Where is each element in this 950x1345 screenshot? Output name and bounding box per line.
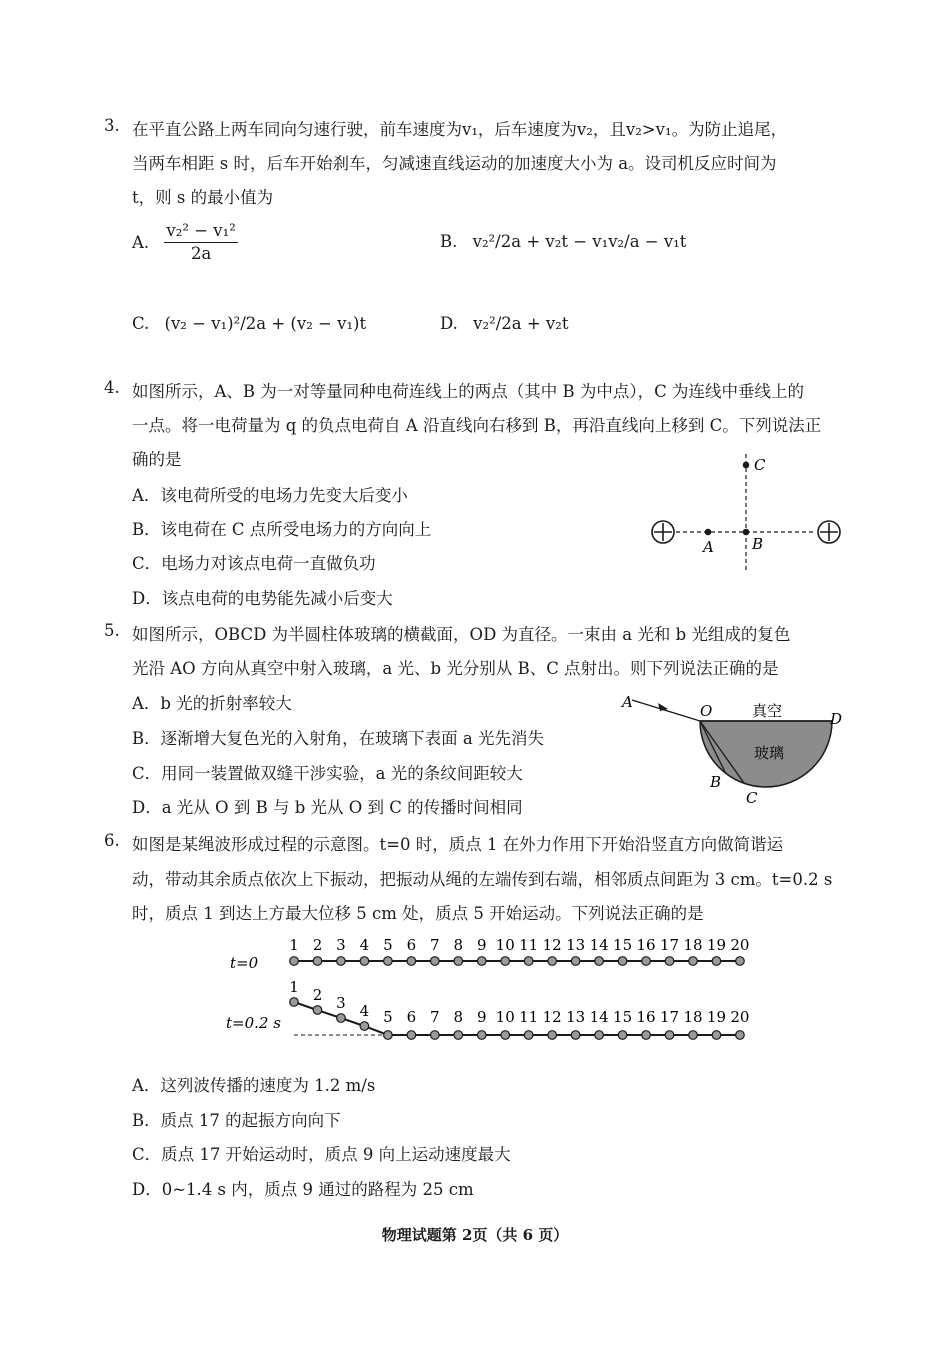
- q4-stem-line-1: 如图所示，A、B 为一对等量同种电荷连线上的两点（其中 B 为中点），C 为连线中垂线上的: [132, 382, 805, 401]
- particle-label-t0: 11: [519, 936, 539, 954]
- particle-t0: [384, 957, 393, 966]
- particle-label-t0: 16: [636, 936, 656, 954]
- particle-t0: [642, 957, 651, 966]
- particle-t0: [736, 957, 745, 966]
- q4-option-c: C．电场力对该点电荷一直做负功: [132, 554, 376, 573]
- particle-t0: [313, 957, 322, 966]
- particle-t02: [665, 1031, 674, 1040]
- q3-option-c-label: C.: [132, 314, 150, 333]
- t0-label: t=0: [230, 954, 259, 972]
- particle-label-t02: 13: [566, 1008, 586, 1026]
- particle-t0: [477, 957, 486, 966]
- q5-option-a: A．b 光的折射率较大: [132, 694, 292, 713]
- particle-label-t02: 15: [613, 1008, 633, 1026]
- point-a-label: A: [703, 538, 714, 556]
- particle-label-t0: 13: [566, 936, 586, 954]
- label-vacuum: 真空: [752, 702, 783, 720]
- point-c-dot: [743, 462, 750, 469]
- point-c-label: C: [754, 456, 766, 474]
- particle-label-t02: 4: [359, 1002, 370, 1020]
- q4-stem-line-3: 确的是: [132, 450, 182, 469]
- particle-t0: [501, 957, 510, 966]
- particle-label-t02: 8: [453, 1008, 464, 1026]
- particle-t02: [736, 1031, 745, 1040]
- particle-label-t0: 17: [659, 936, 680, 954]
- q6-option-a: A．这列波传播的速度为 1.2 m/s: [132, 1076, 376, 1095]
- particle-t0: [595, 957, 604, 966]
- q3-option-c: [132, 314, 366, 333]
- particle-t02: [571, 1031, 580, 1040]
- particle-label-t0: 3: [336, 936, 346, 954]
- particle-label-t02: 6: [406, 1008, 417, 1026]
- particle-t0: [524, 957, 533, 966]
- q3-option-d-text: v₂²/2a + v₂t: [473, 314, 569, 333]
- particle-t02: [689, 1031, 698, 1040]
- q3-option-b: [440, 232, 686, 251]
- point-b-label: B: [752, 535, 764, 553]
- q3-option-a-label: A.: [132, 233, 150, 252]
- q6-stem-line-3: 时，质点 1 到达上方最大位移 5 cm 处，质点 5 开始运动。下列说法正确的是: [132, 904, 704, 923]
- q3-option-a-denominator: 2a: [190, 244, 212, 263]
- particle-t02: [384, 1031, 393, 1040]
- particle-label-t0: 18: [683, 936, 703, 954]
- particle-label-t02: 20: [730, 1008, 750, 1026]
- particle-label-t0: 20: [730, 936, 750, 954]
- incident-ray: [632, 700, 700, 721]
- q4-number: 4.: [104, 378, 120, 397]
- particle-t0: [571, 957, 580, 966]
- q5-stem-line-2: 光沿 AO 方向从真空中射入玻璃，a 光、b 光分别从 B、C 点射出。则下列说法正确的是: [132, 659, 779, 678]
- q3-stem-line-2: 当两车相距 s 时，后车开始刹车，匀减速直线运动的加速度大小为 a。设司机反应时间为: [132, 154, 777, 173]
- particle-t02: [618, 1031, 627, 1040]
- particle-t02: [290, 998, 299, 1007]
- particle-t0: [337, 957, 346, 966]
- particle-label-t0: 14: [589, 936, 609, 954]
- label-o: O: [700, 702, 713, 720]
- left-positive-charge-icon: [652, 521, 674, 543]
- q3-option-c-text: (v₂ − v₁)²/2a + (v₂ − v₁)t: [164, 314, 367, 333]
- particle-label-t02: 11: [519, 1008, 539, 1026]
- particle-label-t02: 19: [706, 1008, 727, 1026]
- particle-t02: [360, 1022, 369, 1031]
- particle-label-t0: 4: [359, 936, 370, 954]
- q3-stem-line-3: t，则 s 的最小值为: [132, 188, 274, 207]
- q6-option-d: D．0~1.4 s 内，质点 9 通过的路程为 25 cm: [132, 1180, 474, 1199]
- particle-label-t02: 10: [495, 1008, 515, 1026]
- label-b: B: [710, 773, 722, 791]
- particle-label-t02: 12: [542, 1008, 562, 1026]
- particle-label-t0: 5: [383, 936, 393, 954]
- q3-option-b-text: v₂²/2a + v₂t − v₁v₂/a − v₁t: [472, 232, 687, 251]
- q5-number: 5.: [104, 621, 120, 640]
- particle-t0: [431, 957, 440, 966]
- q3-stem-line-1: 在平直公路上两车同向匀速行驶，前车速度为v₁，后车速度为v₂，且v₂>v₁。为防止追尾，: [132, 120, 788, 139]
- particle-t0: [548, 957, 557, 966]
- particle-t0: [689, 957, 698, 966]
- q6-number: 6.: [104, 831, 120, 850]
- particle-t0: [290, 957, 299, 966]
- particle-t02: [642, 1031, 651, 1040]
- particle-t0: [407, 957, 416, 966]
- q3-number: 3.: [104, 116, 120, 135]
- point-b-dot: [743, 529, 750, 536]
- particle-t0: [360, 957, 369, 966]
- particle-t0: [712, 957, 721, 966]
- q3-option-d: [440, 314, 568, 333]
- q6-stem-line-2: 动，带动其余质点依次上下振动，把振动从绳的左端传到右端，相邻质点间距为 3 cm。t=0.2 s: [132, 870, 833, 889]
- q5-option-c: C．用同一装置做双缝干涉实验，a 光的条纹间距较大: [132, 764, 523, 783]
- t02-label: t=0.2 s: [226, 1014, 281, 1032]
- particle-label-t0: 15: [613, 936, 633, 954]
- particle-label-t02: 9: [476, 1008, 487, 1026]
- label-glass: 玻璃: [754, 744, 785, 762]
- q6-option-b: B．质点 17 的起振方向向下: [132, 1111, 341, 1130]
- particle-label-t02: 16: [636, 1008, 656, 1026]
- particle-label-t02: 17: [659, 1008, 680, 1026]
- q5-option-b: B．逐渐增大复色光的入射角，在玻璃下表面 a 光先消失: [132, 729, 544, 748]
- particle-label-t0: 19: [706, 936, 727, 954]
- q3-option-d-label: D.: [440, 314, 458, 333]
- particle-label-t0: 9: [476, 936, 487, 954]
- incident-arrow-icon: [658, 703, 668, 711]
- q4-option-d: D．该点电荷的电势能先减小后变大: [132, 589, 393, 608]
- particle-t0: [665, 957, 674, 966]
- particle-t02: [712, 1031, 721, 1040]
- q4-option-b: B．该电荷在 C 点所受电场力的方向向上: [132, 520, 432, 539]
- particle-label-t0: 12: [542, 936, 562, 954]
- particle-label-t02: 5: [383, 1008, 393, 1026]
- q3-option-a: [132, 220, 238, 265]
- q6-stem-line-1: 如图是某绳波形成过程的示意图。t=0 时，质点 1 在外力作用下开始沿竖直方向做简谐运: [132, 835, 784, 854]
- particle-t02: [524, 1031, 533, 1040]
- particle-label-t02: 14: [589, 1008, 609, 1026]
- particle-label-t0: 10: [495, 936, 515, 954]
- page-footer: 物理试题第 2页（共 6 页）: [381, 1226, 569, 1244]
- particle-label-t0: 6: [406, 936, 417, 954]
- particle-t02: [407, 1031, 416, 1040]
- particle-label-t02: 2: [312, 986, 323, 1004]
- q5-glass-figure: [618, 690, 848, 810]
- label-d: D: [830, 710, 843, 728]
- q6-option-c: C．质点 17 开始运动时，质点 9 向上运动速度最大: [132, 1145, 511, 1164]
- particle-label-t02: 3: [336, 994, 346, 1012]
- particle-label-t0: 7: [430, 936, 440, 954]
- q5-stem-line-1: 如图所示，OBCD 为半圆柱体玻璃的横截面，OD 为直径。一束由 a 光和 b 光组成的复色: [132, 625, 791, 644]
- particle-t0: [618, 957, 627, 966]
- label-c: C: [746, 789, 758, 807]
- particle-t02: [431, 1031, 440, 1040]
- particle-t02: [337, 1014, 346, 1023]
- q5-option-d: D．a 光从 O 到 B 与 b 光从 O 到 C 的传播时间相同: [132, 798, 523, 817]
- particle-t0: [454, 957, 463, 966]
- particle-label-t0: 2: [312, 936, 323, 954]
- particle-label-t0: 1: [289, 936, 299, 954]
- particle-t02: [501, 1031, 510, 1040]
- particle-t02: [477, 1031, 486, 1040]
- label-a: A: [622, 693, 633, 711]
- particle-t02: [313, 1006, 322, 1015]
- point-a-dot: [705, 529, 712, 536]
- q6-rope-figure: [220, 932, 760, 1047]
- particle-t02: [454, 1031, 463, 1040]
- q4-charge-figure: [640, 452, 850, 577]
- particle-t02: [548, 1031, 557, 1040]
- q4-option-a: A．该电荷所受的电场力先变大后变小: [132, 486, 408, 505]
- right-positive-charge-icon: [818, 521, 840, 543]
- particle-t02: [595, 1031, 604, 1040]
- particle-label-t0: 8: [453, 936, 464, 954]
- particle-label-t02: 7: [430, 1008, 440, 1026]
- q3-option-b-label: B.: [440, 232, 458, 251]
- particle-label-t02: 1: [289, 978, 299, 996]
- q4-stem-line-2: 一点。将一电荷量为 q 的负点电荷自 A 沿直线向右移到 B，再沿直线向上移到 C。下列说法正: [132, 416, 822, 435]
- particle-label-t02: 18: [683, 1008, 703, 1026]
- q3-option-a-numerator: v₂² − v₁²: [164, 220, 237, 243]
